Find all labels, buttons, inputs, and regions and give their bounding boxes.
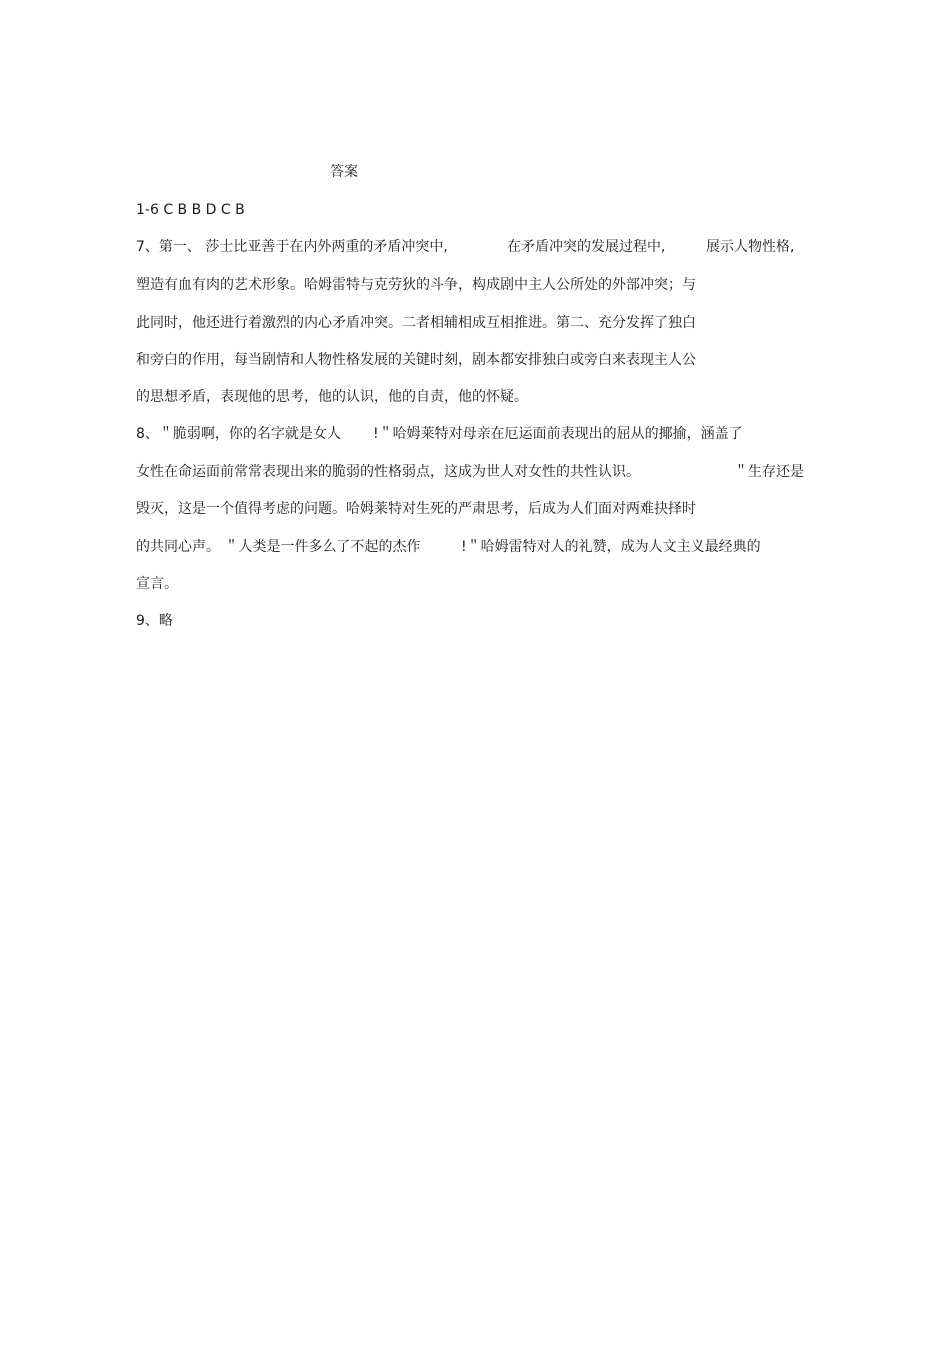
answer-8-line-1-part-b: !＂哈姆莱特对母亲在厄运面前表现出的屈从的揶揄，涵盖了: [373, 426, 743, 442]
answer-8-line-4-part-a: 的共同心声。 ＂人类是一件多么了不起的杰作: [136, 539, 421, 555]
answer-8-line-4-part-b: !＂哈姆雷特对人的礼赞，成为人文主义最经典的: [461, 539, 761, 555]
answer-8-line-1-part-a: 8、＂脆弱啊，你的名字就是女人: [136, 426, 341, 442]
page-title: 答案: [330, 164, 358, 180]
answer-7-line-5: 的思想矛盾，表现他的思考，他的认识，他的自责，他的怀疑。: [136, 389, 528, 405]
answer-8-line-2-part-b: ＂生存还是: [734, 464, 804, 480]
answer-7-line-3: 此同时，他还进行着激烈的内心矛盾冲突。二者相辅相成互相推进。第二、充分发挥了独白: [136, 315, 696, 331]
answer-1-6: 1-6 C B B D C B: [136, 202, 245, 218]
answer-7-line-1-part-b: 在矛盾冲突的发展过程中,: [507, 239, 666, 255]
answer-7-line-1-part-c: 展示人物性格,: [706, 239, 795, 255]
answer-8-line-5: 宣言。: [136, 576, 178, 592]
answer-8-line-4: [136, 538, 786, 556]
answer-7-line-2: 塑造有血有肉的艺术形象。哈姆雷特与克劳狄的斗争，构成剧中主人公所处的外部冲突；与: [136, 277, 696, 293]
answer-8-line-2: [136, 463, 816, 481]
answer-7-line-1-part-a: 7、第一、 莎士比亚善于在内外两重的矛盾冲突中,: [136, 239, 448, 255]
answer-9: 9、略: [136, 613, 173, 629]
answer-8-line-3: 毁灭，这是一个值得考虑的问题。哈姆莱特对生死的严肃思考，后成为人们面对两难抉择时: [136, 501, 696, 517]
answer-8-line-2-part-a: 女性在命运面前常常表现出来的脆弱的性格弱点，这成为世人对女性的共性认识。: [136, 464, 640, 480]
answer-8-line-1: [136, 425, 776, 443]
answer-7-line-1: [136, 238, 816, 256]
answer-7-line-4: 和旁白的作用，每当剧情和人物性格发展的关键时刻，剧本都安排独白或旁白来表现主人公: [136, 352, 696, 368]
